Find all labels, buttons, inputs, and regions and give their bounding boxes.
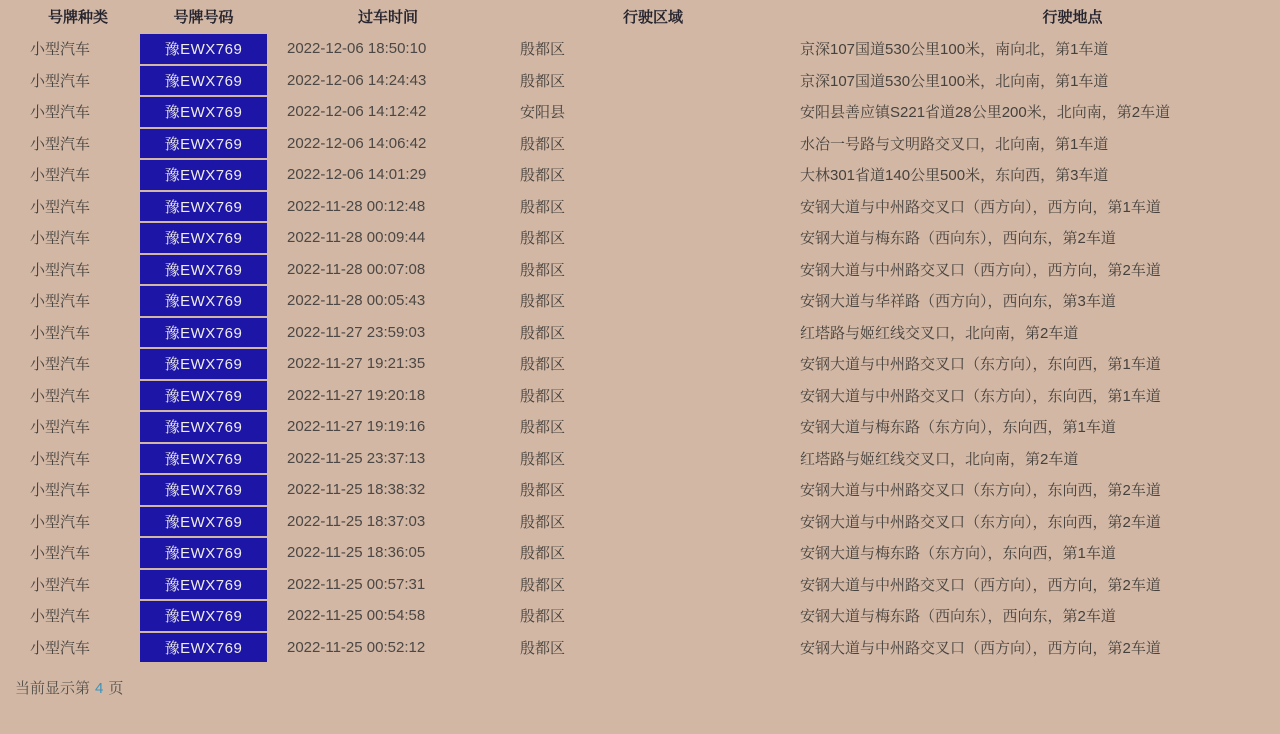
pass-time: 2022-11-28 00:07:08 <box>287 260 426 278</box>
drive-location: 安钢大道与中州路交叉口（东方向），东向西，第2车道 <box>800 513 1161 531</box>
pass-time: 2022-11-27 19:21:35 <box>287 355 426 373</box>
pass-time: 2022-11-25 18:37:03 <box>287 512 426 530</box>
drive-area: 殷都区 <box>520 576 566 594</box>
pass-time: 2022-11-27 19:20:18 <box>287 386 426 404</box>
plate-cell <box>140 128 267 160</box>
pass-time: 2022-12-06 18:50:10 <box>287 40 427 58</box>
vehicle-type: 小型汽车 <box>30 387 91 405</box>
vehicle-type: 小型汽车 <box>30 167 91 185</box>
plate-cell <box>140 537 267 569</box>
plate-cell <box>140 33 267 65</box>
drive-location: 安钢大道与梅东路（东方向），东向西，第1车道 <box>800 419 1116 437</box>
pagination-suffix: 页 <box>108 680 124 697</box>
plate-number-badge: 豫EWX769 <box>140 507 267 537</box>
drive-location: 安阳县善应镇S221省道28公里200米，北向南，第2车道 <box>800 104 1171 122</box>
drive-location: 安钢大道与华祥路（西方向），西向东，第3车道 <box>800 293 1116 311</box>
pass-time: 2022-11-25 00:57:31 <box>287 575 426 593</box>
drive-location: 大林301省道140公里500米，东向西，第3车道 <box>800 167 1109 185</box>
drive-area: 殷都区 <box>520 450 566 468</box>
drive-area: 殷都区 <box>520 324 566 342</box>
header-plate-type: 号牌种类 <box>47 9 108 26</box>
header-pass-time: 过车时间 <box>357 9 418 26</box>
drive-area: 殷都区 <box>520 545 566 563</box>
drive-area: 殷都区 <box>520 639 566 657</box>
plate-number-badge: 豫EWX769 <box>140 34 267 64</box>
vehicle-type: 小型汽车 <box>30 513 91 531</box>
drive-location: 红塔路与姬红线交叉口，北向南，第2车道 <box>800 324 1079 342</box>
vehicle-type: 小型汽车 <box>30 419 91 437</box>
plate-cell <box>140 411 267 443</box>
vehicle-type: 小型汽车 <box>30 576 91 594</box>
drive-area: 殷都区 <box>520 230 566 248</box>
pass-time: 2022-11-25 00:52:12 <box>287 638 426 656</box>
drive-location: 安钢大道与中州路交叉口（西方向），西方向，第2车道 <box>800 576 1161 594</box>
vehicle-type: 小型汽车 <box>30 293 91 311</box>
plate-number-badge: 豫EWX769 <box>140 475 267 505</box>
plate-number-badge: 豫EWX769 <box>140 444 267 474</box>
plate-cell <box>140 348 267 380</box>
pass-time: 2022-11-28 00:09:44 <box>287 229 426 247</box>
plate-number-badge: 豫EWX769 <box>140 286 267 316</box>
plate-number-badge: 豫EWX769 <box>140 570 267 600</box>
drive-area: 殷都区 <box>520 167 566 185</box>
plate-number-badge: 豫EWX769 <box>140 633 267 663</box>
drive-location: 安钢大道与中州路交叉口（西方向），西方向，第1车道 <box>800 198 1161 216</box>
pagination-prefix: 当前显示第 <box>15 680 91 697</box>
vehicle-type: 小型汽车 <box>30 608 91 626</box>
drive-area: 殷都区 <box>520 261 566 279</box>
pagination-status <box>0 663 1280 698</box>
drive-location: 安钢大道与梅东路（东方向），东向西，第1车道 <box>800 545 1116 563</box>
plate-number-badge: 豫EWX769 <box>140 223 267 253</box>
plate-number-badge: 豫EWX769 <box>140 66 267 96</box>
drive-area: 殷都区 <box>520 356 566 374</box>
drive-location: 安钢大道与中州路交叉口（西方向），西方向，第2车道 <box>800 261 1161 279</box>
drive-area: 殷都区 <box>520 41 566 59</box>
pass-time: 2022-12-06 14:24:43 <box>287 71 427 89</box>
plate-cell <box>140 96 267 128</box>
plate-cell <box>140 569 267 601</box>
pass-time: 2022-11-25 18:36:05 <box>287 544 426 562</box>
vehicle-type: 小型汽车 <box>30 324 91 342</box>
pass-time: 2022-12-06 14:06:42 <box>287 134 427 152</box>
vehicle-records-table <box>0 0 1280 33</box>
drive-area: 殷都区 <box>520 135 566 153</box>
pass-time: 2022-11-27 23:59:03 <box>287 323 426 341</box>
plate-number-badge: 豫EWX769 <box>140 255 267 285</box>
pass-time: 2022-12-06 14:12:42 <box>287 103 427 121</box>
plate-number-badge: 豫EWX769 <box>140 318 267 348</box>
drive-area: 殷都区 <box>520 198 566 216</box>
vehicle-type: 小型汽车 <box>30 230 91 248</box>
drive-area: 殷都区 <box>520 482 566 500</box>
pass-time: 2022-12-06 14:01:29 <box>287 166 427 184</box>
vehicle-type: 小型汽车 <box>30 135 91 153</box>
plate-number-badge: 豫EWX769 <box>140 97 267 127</box>
drive-area: 殷都区 <box>520 387 566 405</box>
plate-cell <box>140 254 267 286</box>
vehicle-type: 小型汽车 <box>30 356 91 374</box>
vehicle-type: 小型汽车 <box>30 545 91 563</box>
pass-time: 2022-11-25 00:54:58 <box>287 607 426 625</box>
drive-location: 安钢大道与中州路交叉口（东方向），东向西，第1车道 <box>800 356 1161 374</box>
drive-location: 红塔路与姬红线交叉口，北向南，第2车道 <box>800 450 1079 468</box>
drive-area: 殷都区 <box>520 608 566 626</box>
plate-number-badge: 豫EWX769 <box>140 412 267 442</box>
vehicle-type: 小型汽车 <box>30 104 91 122</box>
header-drive-area: 行驶区域 <box>622 9 683 26</box>
drive-location: 水冶一号路与文明路交叉口，北向南，第1车道 <box>800 135 1109 153</box>
plate-cell <box>140 443 267 475</box>
vehicle-type: 小型汽车 <box>30 41 91 59</box>
drive-location: 京深107国道530公里100米，南向北，第1车道 <box>800 41 1109 59</box>
plate-cell <box>140 317 267 349</box>
vehicle-type: 小型汽车 <box>30 482 91 500</box>
current-page-number: 4 <box>95 680 104 697</box>
drive-location: 安钢大道与中州路交叉口（西方向），西方向，第2车道 <box>800 639 1161 657</box>
drive-area: 殷都区 <box>520 293 566 311</box>
plate-cell <box>140 65 267 97</box>
plate-cell <box>140 380 267 412</box>
plate-cell <box>140 222 267 254</box>
pass-time: 2022-11-25 18:38:32 <box>287 481 426 499</box>
plate-number-badge: 豫EWX769 <box>140 192 267 222</box>
drive-area: 安阳县 <box>520 104 566 122</box>
header-drive-location: 行驶地点 <box>1042 9 1103 26</box>
plate-number-badge: 豫EWX769 <box>140 160 267 190</box>
vehicle-type: 小型汽车 <box>30 72 91 90</box>
vehicle-type: 小型汽车 <box>30 639 91 657</box>
vehicle-type: 小型汽车 <box>30 450 91 468</box>
pass-time: 2022-11-28 00:12:48 <box>287 197 426 215</box>
pass-time: 2022-11-25 23:37:13 <box>287 449 426 467</box>
pass-time: 2022-11-27 19:19:16 <box>287 418 426 436</box>
drive-area: 殷都区 <box>520 513 566 531</box>
vehicle-type: 小型汽车 <box>30 261 91 279</box>
plate-number-badge: 豫EWX769 <box>140 538 267 568</box>
plate-cell <box>140 191 267 223</box>
plate-number-badge: 豫EWX769 <box>140 349 267 379</box>
pass-time: 2022-11-28 00:05:43 <box>287 292 426 310</box>
plate-number-badge: 豫EWX769 <box>140 129 267 159</box>
drive-location: 安钢大道与中州路交叉口（东方向），东向西，第1车道 <box>800 387 1161 405</box>
vehicle-type: 小型汽车 <box>30 198 91 216</box>
plate-cell <box>140 506 267 538</box>
header-plate-number: 号牌号码 <box>173 9 234 26</box>
table-body <box>0 33 1280 663</box>
drive-area: 殷都区 <box>520 72 566 90</box>
drive-location: 安钢大道与梅东路（西向东），西向东，第2车道 <box>800 230 1116 248</box>
plate-cell <box>140 159 267 191</box>
plate-number-badge: 豫EWX769 <box>140 381 267 411</box>
plate-cell <box>140 600 267 632</box>
drive-area: 殷都区 <box>520 419 566 437</box>
plate-cell <box>140 285 267 317</box>
plate-cell <box>140 632 267 664</box>
plate-cell <box>140 474 267 506</box>
drive-location: 京深107国道530公里100米，北向南，第1车道 <box>800 72 1109 90</box>
drive-location: 安钢大道与梅东路（西向东），西向东，第2车道 <box>800 608 1116 626</box>
plate-number-badge: 豫EWX769 <box>140 601 267 631</box>
drive-location: 安钢大道与中州路交叉口（东方向），东向西，第2车道 <box>800 482 1161 500</box>
